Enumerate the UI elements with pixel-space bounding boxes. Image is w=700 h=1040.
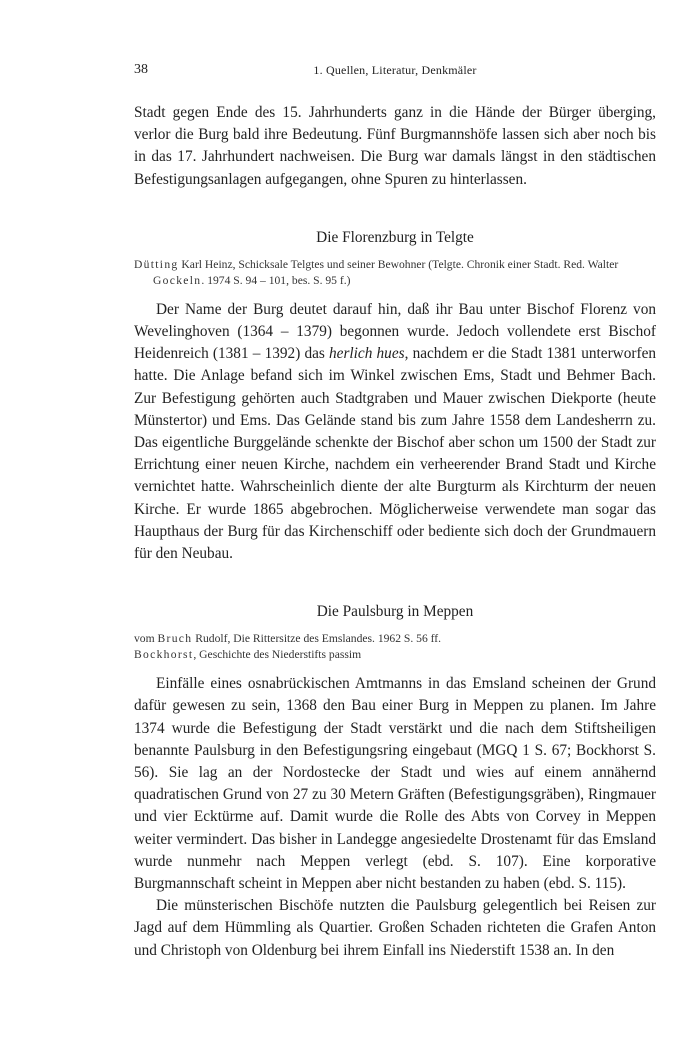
bib-author: Dütting	[134, 257, 179, 271]
paulsburg-paragraph-1: Einfälle eines osnabrückischen Amtmanns in das Emsland scheinen der Grund dafür gewesen zu sein, 1368 den Bau einer Burg in Meppen zu planen. Im Jahre 1374 wurde die Befestigung der Stadt verstärkt und die nach dem Stiftsheiligen benannte Paulsburg in den Befestigungsring eingebaut (MGQ 1 S. 67; Bockhorst S. 56). Sie lag an der Nordostecke der Stadt und wies auf einem annähernd quadratischen Grund von 27 zu 30 Metern Gräften (Befestigungsgräben), Ringmauer und vier Ecktürme auf. Damit wurde die Rolle des Abts von Corvey in Meppen weiter vermindert. Das bisher in Landegge angesiedelte Drostenamt für das Emsland wurde nunmehr nach Meppen verlegt (ebd. S. 107). Eine korporative Burgmannschaft scheint in Meppen aber nicht bestanden zu haben (ebd. S. 115).	[134, 675, 656, 893]
page	[134, 62, 656, 962]
bib-editor: Gockeln	[153, 273, 202, 287]
section-title-florenzburg: Die Florenzburg in Telgte	[316, 228, 474, 246]
florenzburg-paragraph: Der Name der Burg deutet darauf hin, daß ihr Bau unter Bischof Florenz von Wevelinghoven (1364 – 1379) begonnen wurde. Jedoch vollendete erst Bischof Heidenreich (1381 – 1392) das herlich hues, nachdem er die Stadt 1381 unterworfen hatte. Die Anlage befand sich im Winkel zwischen Ems, Stadt und Behmer Bach. Zur Befestigung gehörten auch Stadtgraben und Mauer zwischen Diekporte (heute Münstertor) und Ems. Das Gelände stand bis zum Jahre 1558 dem Landesherrn zu. Das eigentliche Burggelände schenkte der Bischof aber schon um 1500 der Stadt zur Errichtung einer neuen Kirche, nachdem ein verheerender Brand Stadt und Kirche vernichtet hatte. Wahrscheinlich diente der alte Burgturm als Kirchturm der neuen Kirche. Er wurde 1865 abgebrochen. Möglicherweise verwendete man sogar das Haupthaus der Burg für das Kirchenschiff oder bediente sich doch der Grundmauern für den Neubau.	[134, 300, 657, 563]
section-title-paulsburg: Die Paulsburg in Meppen	[316, 603, 474, 621]
bib-author: Bockhorst	[134, 648, 194, 662]
bib-author: Bruch	[157, 632, 193, 646]
bibliography-paulsburg	[134, 631, 656, 663]
bibliography-florenzburg	[134, 257, 656, 289]
bib-entry: Dütting Karl Heinz, Schicksale Telgtes und seiner Bewohner (Telgte. Chronik einer Stadt. Red. Walter Gockeln. 1974 S. 94 – 101, bes. S. 95 f.)	[134, 257, 619, 287]
bib-entry: Bockhorst, Geschichte des Niederstifts passim	[134, 648, 362, 662]
intro-paragraph: Stadt gegen Ende des 15. Jahrhunderts ganz in die Hände der Bürger überging, verlor die Burg bald ihre Bedeutung. Fünf Burgmannshöfe lassen sich aber noch bis in das 17. Jahrhundert nachweisen. Die Burg war damals längst in den städtischen Befestigungsanlagen aufgegangen, ohne Spuren zu hinterlassen.	[134, 104, 656, 188]
page-number: 38	[134, 62, 148, 77]
page-header	[134, 62, 656, 86]
bib-entry: vom Bruch Rudolf, Die Rittersitze des Emslandes. 1962 S. 56 ff.	[134, 632, 442, 646]
paulsburg-paragraph-2: Die münsterischen Bischöfe nutzten die Paulsburg gelegentlich bei Reisen zur Jagd auf dem Hümmling als Quartier. Großen Schaden richteten die Grafen Anton und Christoph von Oldenburg bei ihrem Einfall ins Niederstift 1538 an. In den	[134, 897, 656, 959]
italic-phrase: herlich hues	[329, 345, 405, 363]
running-head: 1. Quellen, Literatur, Denkmäler	[313, 63, 477, 77]
